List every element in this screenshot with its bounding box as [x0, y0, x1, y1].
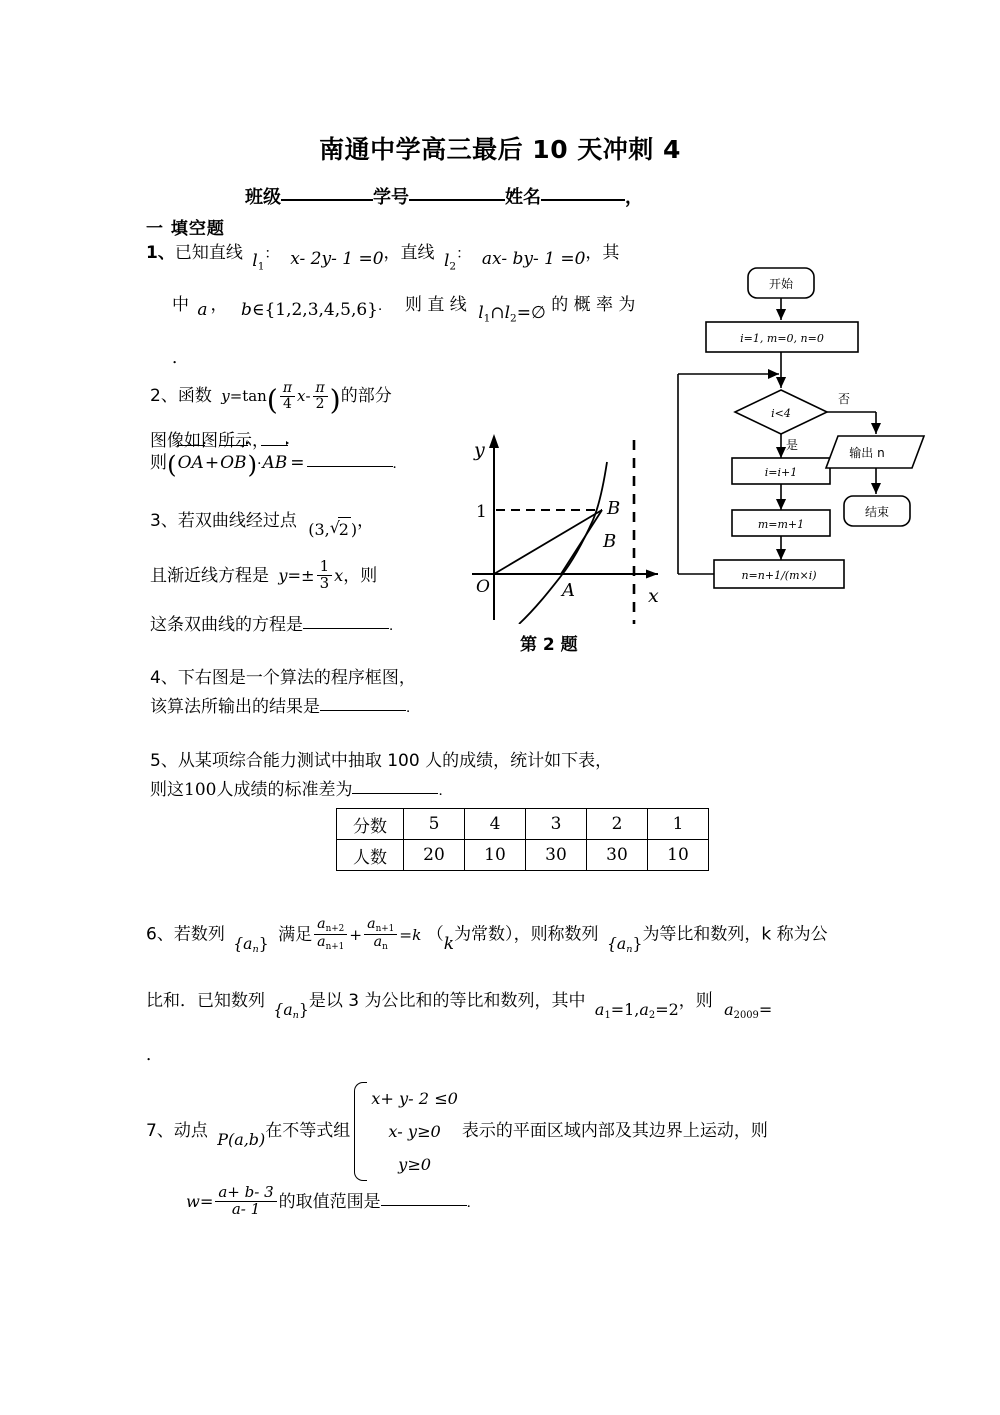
q4-answer-blank[interactable] [320, 710, 406, 711]
q2-vector-oa: OA [177, 450, 205, 476]
count-cell: 10 [648, 840, 709, 871]
question-1 [146, 240, 676, 273]
q2-four-den: 4 [280, 396, 295, 412]
count-cell: 30 [526, 840, 587, 871]
flow-init-label: i=1, m=0, n=0 [740, 332, 824, 345]
q2-pi-num: π [282, 380, 293, 396]
flow-step-n-label: n=n+1/(m×i) [741, 569, 817, 582]
q2-tan: tan [242, 387, 267, 406]
q1-l1: l [252, 251, 258, 271]
q7-text-2: 在不等式组 [265, 1121, 351, 1142]
q3-point [308, 520, 357, 539]
x-axis-label: x [648, 585, 659, 607]
table-row [337, 840, 709, 871]
q2-y: y [221, 387, 230, 406]
q6-seq3-open: {a [273, 1000, 293, 1019]
student-id-blank[interactable] [409, 199, 505, 201]
q7-P: P [217, 1130, 228, 1150]
q1-l2: l [443, 251, 450, 271]
q2-text-4: 则 [150, 453, 167, 473]
q6-final-eq: = [758, 1000, 773, 1019]
point-a-label: A [562, 580, 575, 601]
class-label: 班级 [245, 187, 281, 208]
q2-eq: = [229, 387, 243, 406]
q1-colon-1: ： [264, 246, 279, 262]
q6-text-1: 若数列 [173, 924, 225, 945]
q6-f2d-sub: n [382, 941, 388, 952]
q6-comma-2: ， [678, 991, 696, 1011]
q4-line-1: 下右图是一个算法的程序框图， [177, 668, 416, 688]
q2-formula [221, 380, 341, 417]
q2-two-den: 2 [313, 396, 328, 412]
q3-frac-num: 1 [319, 557, 330, 575]
q2-cdot: · [257, 456, 262, 472]
q6-sequence-1 [233, 934, 268, 953]
q6-f1n: a [317, 916, 326, 932]
q1-equation-2: ax- by- 1 =0 [481, 249, 586, 269]
q1-l1-b: l [478, 303, 484, 323]
q3-frac [317, 559, 333, 592]
q6-number: 6、 [146, 924, 174, 945]
q7-eq: = [199, 1191, 214, 1211]
q3-text-3: 这条双曲线的方程是 [150, 615, 303, 635]
q1-number: 1、 [146, 243, 175, 263]
q7-point-p [217, 1130, 265, 1149]
y-axis-label: y [474, 439, 485, 461]
table-row [337, 809, 709, 840]
q6-f1-num [314, 917, 347, 934]
tangent-graph-svg [462, 424, 672, 624]
score-cell: 4 [465, 809, 526, 840]
q6-end-period: ． [146, 1045, 163, 1065]
q6-a1-eq: =1, [610, 1000, 640, 1019]
name-blank[interactable] [541, 199, 625, 201]
question-7-line2 [186, 1183, 746, 1219]
q5-line2-c: 人成绩的标准差为 [216, 780, 353, 800]
q7-text-3: 表示的平面区域内部及其边界上运动，则 [461, 1121, 768, 1142]
q3-frac-den: 3 [317, 575, 333, 592]
count-cell: 30 [587, 840, 648, 871]
page-title: 南通中学高三最后 10 天冲刺 4 [319, 135, 681, 164]
q1-line1-symbol [252, 251, 264, 271]
q1-text-4: 中 [172, 295, 189, 315]
flow-no-label: 否 [838, 392, 851, 406]
q6-seq2-open: {a [606, 933, 627, 953]
q1-dot: ． [377, 298, 392, 314]
q3-sqrt-radicand: 2 [338, 517, 351, 543]
score-cell: 5 [404, 809, 465, 840]
q3-answer-blank[interactable] [303, 628, 389, 629]
q2-period: ． [392, 456, 407, 472]
q1-l1-sub-b: 1 [483, 312, 491, 325]
q3-comma: ， [357, 511, 375, 531]
q1-colon-2: ： [456, 246, 471, 262]
question-2-line3 [150, 449, 480, 479]
q2-paren-close: ) [329, 383, 341, 417]
origin-label: O [476, 577, 490, 597]
q6-a1: a [594, 1000, 605, 1019]
q6-frac-1 [314, 917, 347, 952]
q1-l2-sub-b: 2 [510, 312, 517, 325]
q2-text-1: 函数 [177, 386, 212, 407]
q5-period: ． [438, 783, 453, 799]
q2-text-2: 的部分 [340, 386, 392, 407]
flow-end-label: 结束 [864, 505, 890, 519]
q6-text-3: 为常数） [454, 924, 514, 945]
q6-seq-open: {a [233, 933, 253, 953]
q1-set: {1,2,3,4,5,6} [264, 300, 378, 320]
q7-frac-den: a- 1 [215, 1201, 276, 1218]
q1-var-a: a [197, 300, 208, 320]
q4-number: 4、 [150, 668, 178, 688]
q6-paren-open: （ [426, 924, 444, 945]
q1-l2-b: l [504, 303, 511, 323]
q1-text-3: 其 [602, 243, 620, 263]
q4-line-2: 该算法所输出的结果是 [150, 697, 320, 717]
q7-frac [215, 1185, 276, 1218]
q3-text-2: 且渐近线方程是 [150, 565, 269, 586]
point-b-label: B [607, 498, 621, 519]
q1-text-2: 直线 [400, 243, 435, 263]
figure-question-2 [462, 424, 672, 664]
q6-text-7: 是以 3 为公比和的等比和数列，其中 [308, 991, 586, 1011]
flow-output-label: 输出 n [849, 446, 885, 460]
flow-step-m-label: m=m+1 [757, 518, 805, 531]
q1-text-5: 则 直 线 [404, 295, 467, 315]
q2-answer-blank[interactable] [307, 466, 393, 467]
q1-l2-sub: 2 [449, 260, 457, 273]
q6-a2-eq: =2 [655, 1000, 679, 1019]
flow-step-i-label: i=i+1 [764, 466, 798, 479]
q3-sqrt [330, 517, 351, 543]
info-trailing-comma: ， [625, 187, 643, 208]
q6-sequence-3 [273, 1000, 309, 1022]
name-label: 姓名 [505, 187, 541, 208]
count-cell: 20 [404, 840, 465, 871]
q7-number: 7、 [146, 1121, 174, 1142]
q6-seq2-sub: n [626, 943, 633, 955]
q4-period: ． [406, 700, 420, 716]
q6-seq-close: } [258, 933, 269, 953]
q6-f1-den [314, 934, 347, 952]
q5-line2-a: 则这 [150, 780, 184, 800]
q2-pi2-num: π [315, 380, 325, 396]
q6-seq3-close: } [298, 1000, 309, 1019]
q7-period: ． [466, 1194, 481, 1211]
q6-eq-k: =k [399, 925, 422, 944]
question-3-line2 [150, 557, 470, 593]
q6-f2n-sub: n+1 [375, 923, 395, 934]
q6-text-6: 比和．已知数列 [146, 991, 265, 1011]
score-cell: 3 [526, 809, 587, 840]
q7-P-args: (a,b) [227, 1130, 266, 1150]
q6-f2d: a [373, 934, 383, 951]
q6-comma: ， [513, 924, 531, 945]
class-blank[interactable] [281, 199, 373, 201]
count-cell: 10 [465, 840, 526, 871]
q6-seq3-sub: n [292, 1010, 299, 1022]
q7-w: w [186, 1191, 200, 1211]
q1-l1-sub: 1 [257, 260, 265, 273]
q3-text-1: 若双曲线经过点 [177, 511, 297, 531]
q3-x: x [334, 565, 344, 585]
q5-answer-blank[interactable] [352, 793, 438, 794]
q6-a2009: a [724, 1000, 734, 1019]
q6-a2-sub: 2 [648, 1010, 656, 1022]
y-axis-arrow [489, 434, 499, 448]
score-distribution-table [336, 808, 709, 871]
q6-f1n-sub: n+2 [325, 923, 345, 934]
q2-vector-ab: AB [261, 450, 288, 476]
section-heading: 一 填空题 [146, 219, 225, 239]
q2-paren2-open: ( [167, 449, 177, 479]
q2-number: 2、 [150, 386, 178, 407]
q6-f1d: a [317, 934, 326, 951]
q7-text-1: 动点 [173, 1121, 208, 1142]
student-id-label: 学号 [373, 187, 409, 208]
figure-caption: 第 2 题 [520, 635, 578, 655]
x-axis-arrow [646, 570, 658, 579]
q6-a2: a [639, 1000, 649, 1019]
q1-eq-empty: =∅ [516, 303, 546, 323]
q6-plus: + [349, 925, 363, 944]
q6-text-2: 满足 [278, 924, 313, 945]
q2-vector-ob: OB [219, 450, 247, 476]
row-header-score: 分数 [337, 809, 404, 840]
q3-point-open: (3, [308, 520, 330, 539]
q3-comma-2: ，则 [343, 565, 378, 586]
question-6 [146, 918, 886, 953]
q6-a1-sub: 1 [604, 1010, 611, 1022]
q1-comma-3: ， [210, 295, 228, 315]
q6-seq-sub: n [252, 943, 259, 955]
q7-inequality-system [354, 1082, 458, 1181]
q2-vec-plus: + [204, 453, 220, 473]
q1-var-b: b [240, 300, 252, 320]
q5-count: 100 [184, 780, 217, 800]
q3-eq: =± [287, 565, 315, 585]
q3-period: ． [389, 618, 403, 634]
student-info-line [245, 183, 643, 209]
q1-member-of: ∈ [251, 300, 265, 320]
row-header-count: 人数 [337, 840, 404, 871]
q6-k: k [443, 933, 455, 954]
q3-number: 3、 [150, 511, 178, 531]
q7-ineq-3: y≥0 [398, 1155, 432, 1175]
q2-minus: - [305, 387, 311, 406]
q1-cap: ∩ [490, 303, 505, 323]
q5-line-1: 从某项综合能力测试中抽取 100 人的成绩，统计如下表， [177, 751, 613, 771]
question-2 [150, 380, 460, 417]
system-brace [354, 1082, 367, 1181]
q1-end-period: ． [172, 348, 189, 368]
question-1-cont [172, 292, 682, 325]
q2-frac-pi4 [280, 381, 295, 411]
flow-decision-label: i<4 [771, 407, 791, 420]
q2-text-3: 图像如图所示， [150, 431, 269, 451]
q1-comma-1: ， [383, 243, 401, 263]
q6-recurrence [312, 916, 422, 952]
q6-frac-2 [364, 917, 397, 952]
q3-asymptote-eq [278, 557, 344, 592]
q6-initials [594, 1000, 679, 1022]
q7-frac-num: a+ b- 3 [218, 1183, 274, 1201]
q6-sequence-2 [607, 934, 642, 953]
y-tick-1-label: 1 [476, 502, 487, 522]
algorithm-flowchart [662, 262, 1000, 610]
q1-line2-symbol [444, 251, 456, 271]
question-5 [150, 748, 710, 774]
q2-paren-open: ( [266, 383, 278, 417]
q2-frac-pi2 [313, 381, 328, 411]
q6-f2n: a [367, 916, 376, 932]
q6-seq2-close: } [632, 933, 643, 953]
q5-number: 5、 [150, 751, 178, 771]
system-rows [371, 1082, 458, 1181]
question-5-line2 [150, 777, 620, 803]
segment-ab [561, 510, 602, 574]
segment-ob [494, 510, 602, 574]
q7-ineq-2: x- y≥0 [388, 1122, 441, 1142]
q6-f2-den [364, 934, 397, 952]
q6-text-5: 为等比和数列，k 称为公 [642, 924, 828, 945]
q2-equals: = [290, 453, 305, 473]
question-6-line2 [146, 988, 886, 1022]
q1-intersection-expr [478, 303, 546, 323]
q3-y: y [278, 565, 288, 585]
point-b2-label: B [603, 531, 617, 552]
score-cell: 1 [648, 809, 709, 840]
q2-paren2-close: ) [247, 449, 258, 479]
q6-f2-num [364, 917, 397, 934]
q2-x: x [297, 387, 306, 406]
question-3-line3 [150, 612, 480, 638]
q7-ineq-1: x+ y- 2 ≤0 [371, 1089, 458, 1108]
score-cell: 2 [587, 809, 648, 840]
q7-answer-blank[interactable] [381, 1205, 467, 1206]
q6-text-8: 则 [695, 991, 713, 1011]
flow-yes-label: 是 [786, 438, 799, 452]
question-3 [150, 508, 450, 539]
q6-target-term [724, 1000, 773, 1022]
question-4-line2 [150, 694, 550, 720]
q7-text-4: 的取值范围是 [278, 1191, 381, 1212]
q1-comma-2: ， [585, 243, 603, 263]
q3-point-close: ) [350, 520, 358, 539]
q1-text-1: 已知直线 [174, 243, 243, 263]
q6-f1d-sub: n+1 [325, 941, 345, 952]
q6-text-4: 则称数列 [530, 924, 599, 945]
q1-equation-1: x- 2y- 1 =0 [290, 249, 384, 269]
q1-text-6: 的 概 率 为 [551, 295, 636, 315]
q7-objective [186, 1183, 279, 1218]
question-7 [146, 1082, 906, 1181]
q6-a2009-sub: 2009 [733, 1010, 759, 1022]
flowchart-svg [662, 262, 1000, 610]
flow-start-label: 开始 [768, 277, 794, 291]
question-4 [150, 665, 550, 691]
